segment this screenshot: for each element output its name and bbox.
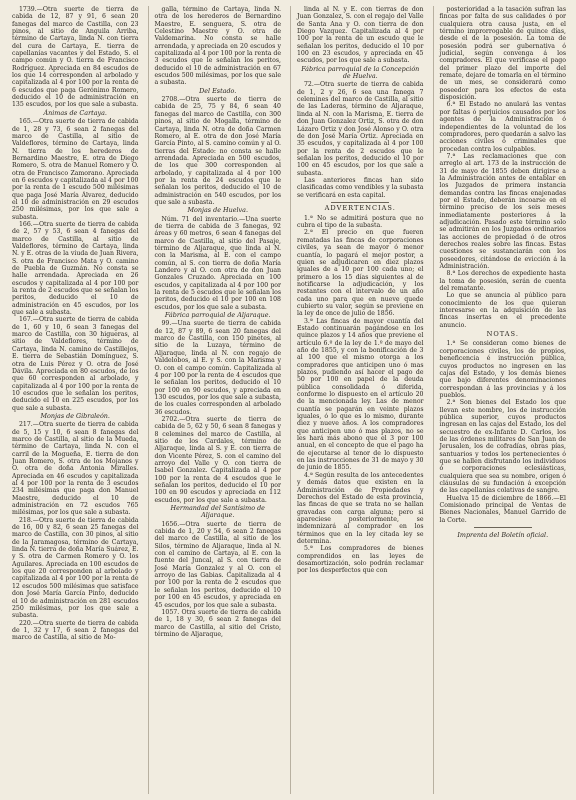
paragraph: 2.ª El precio en que fueren rematadas las fincas de corporaciones civiles, ya sean de mayor ó menor cuantía, lo pagará el mejor postor, a quien se adjudicaren en diez plazos iguales de a 10 por 100 cada uno; el primero a los 15 días siguientes al de notificarse la adjudicación, y los restantes con el intervalo de un año cada uno para que en nueve quede cubierto su valor, según se previene en la ley de once de julio de 1856. bbox=[297, 229, 424, 318]
paragraph: 3.ª Las fincas de mayor cuantía del Estado continuarán pagándose en los quince plazos y 14 años que previene el artículo 6.º de la ley de 1.º de mayo del año de 1855, y con la bonificación de 3 al 100 que el mismo otorga a los compradores que anticipen uno ó mas plazos, pudiendo así hacer el pago de 50 por 100 en papel de la deuda pública consolidada ó diferida, conforme lo dispuesto en el artículo 20 de la mencionada ley. Las de menor cuantía se pagarán en veinte plazos iguales, ó lo que es lo mismo, durante diez y nueve años. A los compradores que anticipen uno ó mas plazos, no se les hará más abono que el 3 por 100 anual, en el concepto de que el pago ha de ejecutarse al tenor de lo dispuesto en las instrucciones de 31 de mayo y 30 de junio de 1855. bbox=[297, 317, 424, 472]
paragraph: 165.—Otra suerte de tierra de cabida de 1, 28 y 73, 6 sean 2 fanegas del marco de Castilla, al sitio de Valdeflores, término de Cartaya, linda N. tierra de los herederos de Bernardino Maestre, E. otra de Diego Romero, S. otra de Manuel Romero y O. otra de Francisco Zamorano. Apreciada en 6 escudos y capitalizada al 4 por 100 por la renta de 1 escudo 500 milésimas que paga José María Álvarez, deducido el 10 de administración en 29 escudos 250 milésimas, por los que sale a subasta. bbox=[12, 118, 139, 221]
paragraph: 167.—Otra suerte de tierra de cabida de 1, 60 y 10, 6 sean 3 fanegas del marco de Castilla, con 30 higueras, al sitio de Valdeflores, término de Cartaya, linda N. camino de Castillejos, E. tierra de Sebastián Domínguez, S. otra de Luis Pérez y O. otra de José Dávila. Apreciada en 80 escudos, de los que 60 corresponden al arbolado, y capitalizada al 4 por 100 por la renta de 10 escudos que le señalan los peritos, deducido el 10 en 225 escudos, por los que sale a subasta. bbox=[12, 316, 139, 412]
paragraph: Lo que se anuncia al público para conocimiento de los que quieran interesarse en la adquisición de las fincas insertas en el precedente anuncio. bbox=[439, 292, 566, 329]
column-2 bbox=[148, 6, 282, 794]
paragraph: Las anteriores fincas han sido clasificadas como vendibles y la subasta se verificará en esta capital. bbox=[297, 176, 424, 199]
paragraph: galla, término de Cartaya, linda N. otra de los herederos de Bernardino Maestre, E. senguera, S. otra de Celestino Maestre y O. otra de Valdemarina. No consta se halle arrendada, y apreciada en 20 escudos y capitalizada al 4 por 100 por la renta de 3 escudos que le señalan los peritos, deducido el 10 de administración en 67 escudos 500 milésimas, por los que sale a subasta. bbox=[154, 6, 281, 87]
paragraph: 218.—Otra suerte de tierra de cabida de 16, 00 y 82, 6 sean 25 fanegas del marco de Castilla, con 30 pinos, al sitio de la Jaramagosa, término de Cartaya, linda N. tierra de doña María Suárez, E. y S. otra de Carmen Romero y O. los Aguilares. Apreciada en 100 escudos de los que 20 corresponden al arbolado y capitalizada al 4 por 100 por la renta de 12 escudos 500 milésimas que satisface don José María García Pinto, deducido el 10 de administración en 281 escudos 250 milésimas, por los que sale a subasta. bbox=[12, 516, 139, 620]
paragraph: 1739.—Otra suerte de tierra de cabida de 12, 87 y 91, 6 sean 20 fanegas del marco de Castilla, con 23 pinos, al sitio de Anguila Arriba, término de Cartaya, linda N. con tierra del cura de Cartaya, E. tierra de capellanías vacantes y del Estado, S. el campo común y O. tierra de Francisco Rodríguez. Apreciada en 84 escudos de los que 14 corresponden al arbolado y capitalizada al 4 por 100 por la renta de 6 escudos que paga Gerónimo Romero, deducido el 10 de administración en 135 escudos, por los que sale a subasta. bbox=[12, 6, 139, 109]
paragraph: Huelva 15 de diciembre de 1866.—El Comisionado principal de Ventas de Bienes Nacionales, Manuel Garrido de la Corte. bbox=[439, 494, 566, 524]
paragraph: 8.ª Los derechos de expediente hasta la toma de posesión, serán de cuenta del rematante. bbox=[439, 270, 566, 293]
section-divider bbox=[331, 202, 389, 203]
column-1 bbox=[12, 6, 139, 794]
paragraph: Núm. 71 del inventario.—Una suerte de tierra de cabida de 3 fanegas, 92 áreas y 60 metros, 6 sean 4 fanegas del marco de Castilla, al sitio del Pasaje, término de Aljaraque, que linda al N. con la Marisma, al E. con el campo común, al S. con tierra de doña María Landero y al O. con otra de don Juan Gonzales Cruzado. Apreciada en 100 escudos, y capitalizada al 4 por 100 por la renta de 5 escudos que le señalan los peritos, deducido el 10 por 100 en 108 escudos, por los que sale a subasta. bbox=[154, 215, 281, 311]
paragraph: 220.—Otra suerte de tierra de cabida de 1, 32 y 17, 6 sean 2 fanegas del marco de Castilla, al sitio de Mo- bbox=[12, 619, 139, 642]
paragraph: 99.—Una suerte de tierra de cabida de 12, 87 y 89, 6 sean 20 fanegas del marco de Castilla, con 150 pinetes, al sitio de la Luzaya, término de Aljaraque, linda al N. con regajo de Valdelobos, al E. y S. con la Marisma y O. con el campo común. Capitalizada al 4 por 100 por la renta de 4 escudos que le señalan los peritos, deducido el 10 por 100 en 90 escudos, y apreciada en 130 escudos, por los que sale a subasta, de los cuales corresponden al arbolado 36 escudos. bbox=[154, 320, 281, 416]
paragraph: posterioridad a la tasación sufran las fincas por falta de sus calidades ó por cualquiera otra causa justa, en el término improrrogable de quince días, desde el de la posesión. La toma de posesión podrá ser gubernativa ó judicial, según convenga á los compradores. El que verificase el pago del primer plazo del importe del remate, dejare de tomarla en el término de un mes, se considerará como poseedor para los efectos de esta disposición. bbox=[439, 6, 566, 102]
section-heading: Fábrica parroquial de Aljaraque. bbox=[164, 311, 271, 320]
column-4 bbox=[433, 6, 567, 794]
paragraph: 2.ª Son bienes del Estado los que llevan este nombre, los de instrucción pública superior, cuyos productos ingresan en las cajas del Estado, los del secuestro de ex-Infante D. Carlos, los de las órdenes militares de San Juan de Jerusalen, los de cofradías, obras pías, santuarios y todos los pertenecientes ó que se hallen disfrutando los individuos ó corporaciones eclesiásticas, cualquiera que sea su nombre, origen ó cláusulas de su fundación á excepción de las capellanías colativas de sangre. bbox=[439, 399, 566, 495]
paragraph: 1656.—Otra suerte de tierra de cabida de 1, 20 y 54, 6 sean 2 fanegas del marco de Castilla, al sitio de los Silos, término de Aljaraque, linda al N. con el camino de Cartaya, al E. con la fuente del Juncal, al S. con tierra de José María Gonzalez y al O. con el arroyo de las Gabias. Capitalizada al 4 por 100 por la renta de 2 escudos que le señalan los peritos, deducido el 10 por 100 en 45 escudos, y apreciada en 45 escudos, por los que sale a subasta. bbox=[154, 520, 281, 609]
section-heading: Monjas de Gibraleón. bbox=[40, 411, 110, 420]
paragraph: 6.ª El Estado no anulará las ventas por faltas ó perjuicios causados por los agentes de la Administración ó independientes de la voluntad de los compradores, pero quedarán a salvo las acciones civiles ó criminales que procedan contra los culpables. bbox=[439, 101, 566, 153]
section-title: ADVERTENCIAS. bbox=[324, 204, 396, 213]
section-divider bbox=[474, 527, 532, 528]
section-heading: Ánimas de Cartaya. bbox=[43, 108, 107, 117]
paragraph: 4.ª Según resulta de los antecedentes y demás datos que existen en la Administración de Propiedades y Derechos del Estado de esta provincia, las fincas de que se trata no se hallan gravadas con carga alguna; pero si apareciese posteriormente, se indemnizará al comprador en los términos que en la ley citada ley se determina. bbox=[297, 471, 424, 545]
paragraph: 1.ª No se admitirá postura que no cubra el tipo de la subasta. bbox=[297, 214, 424, 230]
paragraph: 7.ª Las reclamaciones que con arreglo al art. 173 de la instrucción de 31 de mayo de 1855 deben dirigirse a la Administración antes de entablar en los Juzgados de primera instancia demandas contra las fincas enajenadas por el Estado, deberán incoarse en el término preciso de los seis meses inmediatamente posteriores á la adjudicación. Pasado este término solo se admitirán en los Juzgados ordinarios las acciones de propiedad ó de otros derechos reales sobre las fincas. Estas cuestiones se sustanciarán con los poseedores, citándose de evicción á la Administración. bbox=[439, 152, 566, 271]
section-heading: Del Estado. bbox=[199, 86, 237, 95]
section-heading: Fábrica parroquial de la Concepción de Huelva. bbox=[301, 64, 420, 81]
paragraph: 2702.—Otra suerte de tierra de cabida de 5, 62 y 50, 6 sean 8 fanegas y 8 celemines del marco de Castilla, al sitio de los Cardales, término de Aljaraque, linda al S. y E. con tierra de don Vicente Pérez, S. con el camino del arroyo del Valle y O. con tierra de Isabel Gonzalez. Capitalizada al 4 por 100 por la renta de 4 escudos que le señalan los peritos, deducido el 10 por 100 en 90 escudos y apreciada en 112 escudos, por los que sale a subasta. bbox=[154, 415, 281, 504]
column-3 bbox=[290, 6, 424, 794]
section-heading: Monjas de Huelva. bbox=[187, 206, 248, 215]
paragraph: 5.ª Los compradores de bienes comprendidos en las leyes de desamortización, solo podrán reclamar por los desperfectos que con bbox=[297, 545, 424, 575]
paragraph: 217.—Otra suerte de tierra de cabida de 5, 15 y 10, 6 sean 8 fanegas del marco de Castilla, al sitio de la Mueda, término de Cartaya, linda N. con el carril de la Mogueña, E. tierra de don Juan Romero, S. otra de los Mojanos y O. otra de doña Antonia Miralles. Apreciada en 46 escudos y capitalizada al 4 por 100 por la renta de 3 escudos 234 milésimas que paga don Manuel Maestre, deducido el 10 de administración en 72 escudos 765 milésimas, por los que sale a subasta. bbox=[12, 421, 139, 517]
imprint-footer: Imprenta del Boletín oficial. bbox=[457, 530, 549, 539]
paragraph: 72.—Otra suerte de tierra de cabida de 1, 2 y 26, 6 sea una fanega 7 celemines del marco de Castilla, al sitio de las Laderas, término de Aljaraque, linda al N. con la Marisma, E. tierra de don Juan Gonzalez Ortiz, S. otra de don Lázaro Ortiz y don José Alonso y O. otra de don José María Ortiz. Apreciada en 35 escudos, y capitalizada al 4 por 100 por la renta de 2 escudos que le señalan los peritos, deducido el 10 por 100 en 45 escudos, por los que sale a subasta. bbox=[297, 81, 424, 177]
paragraph: 1057. Otra suerte de tierra de cabida de 1, 18 y 30, 6 sean 2 fanegas del marco de Castilla, al sitio del Cristo, término de Aljaraque, bbox=[154, 608, 281, 638]
section-title: NOTAS. bbox=[486, 330, 519, 339]
paragraph: linda al N. y E. con tierras de don Juan Gonzalez, S. con el regajo del Valle de Santa Ana y O. con tierra de don Diego Vazquez. Capitalizada al 4 por 100 por la renta de un escudo que le señalan los peritos, deducido el 10 por 100 en 23 escudos, y apreciada en 45 escudos, por los que sale a subasta. bbox=[297, 6, 424, 65]
paragraph: 1.ª Se consideran como bienes de corporaciones civiles, los de propios, beneficencia é instrucción pública, cuyos productos no ingresen en las cajas del Estado, y los demás bienes que bajo diferentes denominaciones correspondan á las provincias y á los pueblos. bbox=[439, 340, 566, 399]
paragraph: 166.—Otra suerte de tierra de cabida de 2, 57 y 53, 6 sean 4 fanegas del marco de Castilla, al sitio de Valdeflores, término de Cartaya, linda N. y E. otras de la viuda de Juan Rivera, S. otra de Francisco Mata y O. camino de Puebla de Guzmán. No consta se halle arrendada. Apreciada en 26 escudos y capitalizada al 4 por 100 por la renta de 2 escudos que se señalan los peritos, deducido el 10 de administración en 45 escudos, por los que sale a subasta. bbox=[12, 220, 139, 317]
section-heading: Hermandad del Santísimo de Aljaraque. bbox=[170, 504, 265, 520]
paragraph: 2708.—Otra suerte de tierra de cabida de 25, 75 y 84, 6 sean 40 fanegas del marco de Castilla, con 300 pinos, al sitio de Mogalla, término de Cartaya, linda N. otra de doña Carmen Romero, al E. otra de don José María García Pinto, al S. camino común y al O. tierras del Estado: no consta se halle arrendada. Apreciada en 500 escudos, de los que 300 corresponden al arbolado, y capitalizada al 4 por 100 por la renta de 24 escudos que le señalan los peritos, deducido el 10 de administración en 540 escudos, por los que sale a subasta. bbox=[154, 96, 281, 206]
